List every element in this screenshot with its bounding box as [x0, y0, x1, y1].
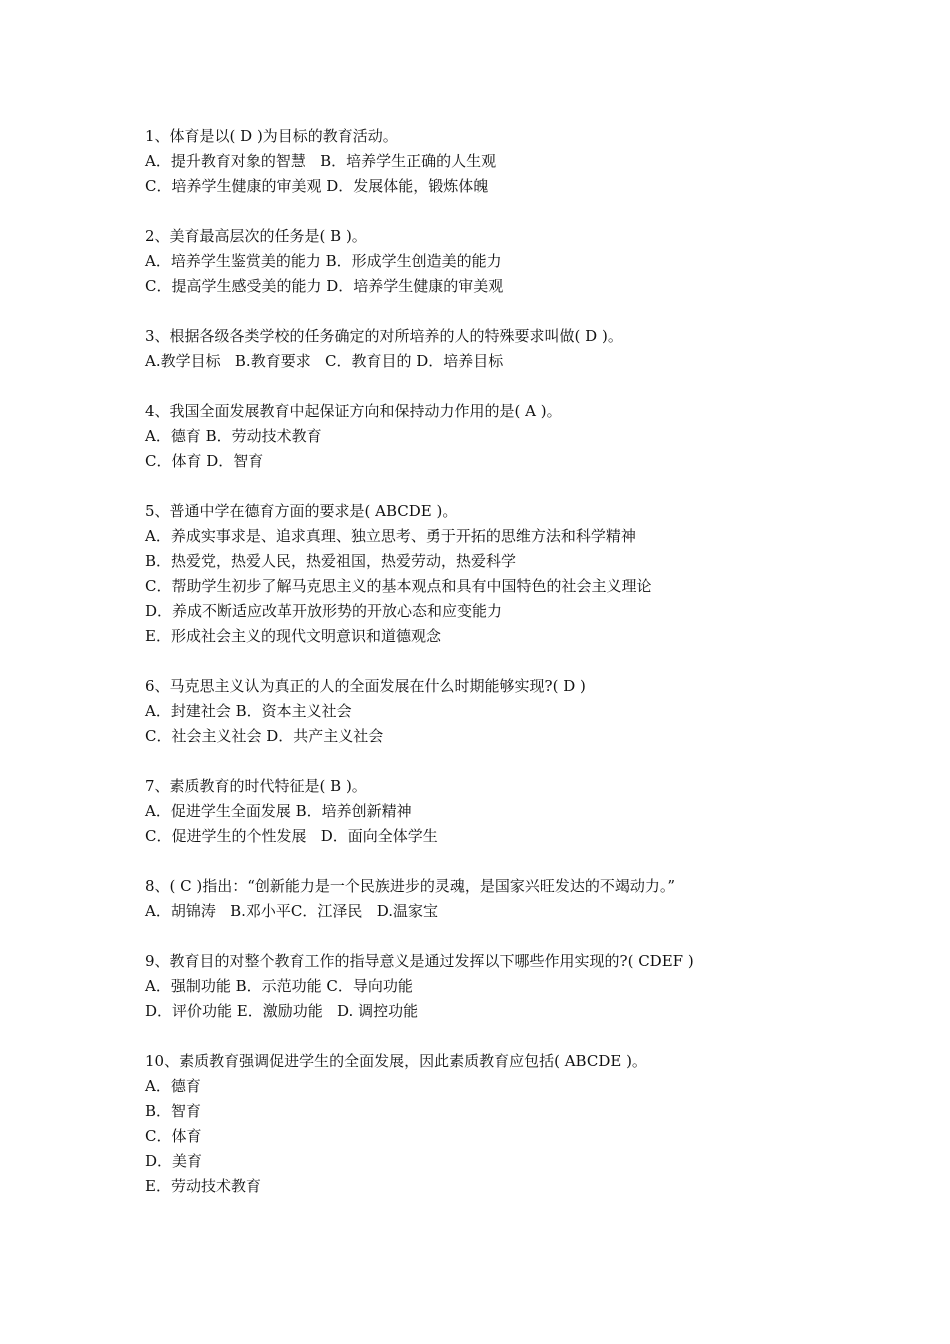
option-line: C．体育 D．智育 [145, 452, 264, 470]
question-stem: 3、根据各级各类学校的任务确定的对所培养的人的特殊要求叫做( D )。 [145, 327, 623, 345]
question-1 [145, 124, 845, 199]
question-stem: 8、( C )指出：“创新能力是一个民族进步的灵魂，是国家兴旺发达的不竭动力。” [145, 877, 676, 895]
option-line: C．促进学生的个性发展 D．面向全体学生 [145, 827, 438, 845]
question-stem: 4、我国全面发展教育中起保证方向和保持动力作用的是( A )。 [145, 402, 562, 420]
option-line: B．智育 [145, 1102, 202, 1120]
option-line: A．提升教育对象的智慧 B．培养学生正确的人生观 [145, 152, 497, 170]
question-stem: 10、素质教育强调促进学生的全面发展，因此素质教育应包括( ABCDE )。 [145, 1052, 647, 1070]
option-line: C．体育 [145, 1127, 202, 1145]
option-line: A．德育 [145, 1077, 201, 1095]
question-2 [145, 224, 845, 299]
question-stem: 7、素质教育的时代特征是( B )。 [145, 777, 367, 795]
option-line: A．德育 B．劳动技术教育 [145, 427, 322, 445]
option-line: A.教学目标 B.教育要求 C．教育目的 D．培养目标 [145, 352, 504, 370]
option-line: C．培养学生健康的审美观 D．发展体能，锻炼体魄 [145, 177, 489, 195]
option-line: C．帮助学生初步了解马克思主义的基本观点和具有中国特色的社会主义理论 [145, 577, 652, 595]
document-page [145, 124, 845, 1224]
option-line: A．促进学生全面发展 B．培养创新精神 [145, 802, 412, 820]
option-line: D．美育 [145, 1152, 203, 1170]
question-stem: 1、体育是以( D )为目标的教育活动。 [145, 127, 398, 145]
option-line: A．封建社会 B．资本主义社会 [145, 702, 352, 720]
question-6 [145, 674, 845, 749]
option-line: A．养成实事求是、追求真理、独立思考、勇于开拓的思维方法和科学精神 [145, 527, 636, 545]
option-line: C．社会主义社会 D．共产主义社会 [145, 727, 384, 745]
question-4 [145, 399, 845, 474]
question-9 [145, 949, 845, 1024]
option-line: D．评价功能 E．激励功能 D. 调控功能 [145, 1002, 419, 1020]
question-stem: 5、普通中学在德育方面的要求是( ABCDE )。 [145, 502, 458, 520]
option-line: A．培养学生鉴赏美的能力 B．形成学生创造美的能力 [145, 252, 502, 270]
question-5 [145, 499, 845, 649]
question-stem: 9、教育目的对整个教育工作的指导意义是通过发挥以下哪些作用实现的?( CDEF ) [145, 952, 694, 970]
question-7 [145, 774, 845, 849]
option-line: A．胡锦涛 B.邓小平C．江泽民 D.温家宝 [145, 902, 438, 920]
option-line: E．形成社会主义的现代文明意识和道德观念 [145, 627, 441, 645]
question-10 [145, 1049, 845, 1199]
option-line: A．强制功能 B．示范功能 C．导向功能 [145, 977, 413, 995]
option-line: D．养成不断适应改革开放形势的开放心态和应变能力 [145, 602, 503, 620]
question-stem: 6、马克思主义认为真正的人的全面发展在什么时期能够实现?( D ) [145, 677, 586, 695]
question-stem: 2、美育最高层次的任务是( B )。 [145, 227, 367, 245]
option-line: C．提高学生感受美的能力 D．培养学生健康的审美观 [145, 277, 504, 295]
option-line: E．劳动技术教育 [145, 1177, 261, 1195]
question-8 [145, 874, 845, 924]
option-line: B．热爱党，热爱人民，热爱祖国，热爱劳动，热爱科学 [145, 552, 517, 570]
question-3 [145, 324, 845, 374]
